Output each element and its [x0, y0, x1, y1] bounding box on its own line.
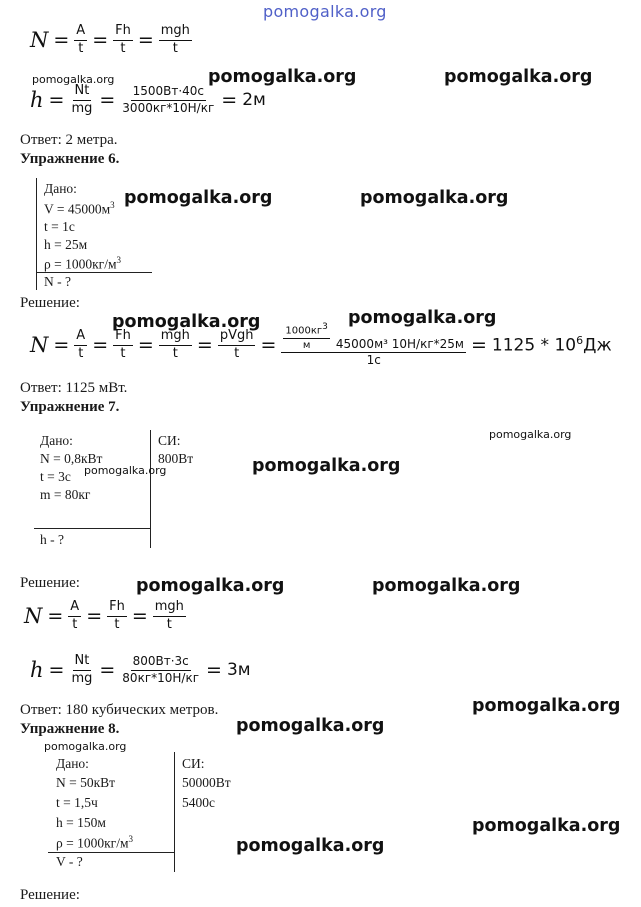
- watermark: pomogalka.org: [348, 308, 497, 328]
- height-formula-2: h = $\frac{Nt}{mg}$ = $\frac{800Вт\cdot 3с}{80кг*10Н/кг}$ = 3м: [30, 653, 251, 686]
- watermark: pomogalka.org: [252, 456, 401, 476]
- watermark: pomogalka.org: [360, 188, 509, 208]
- answer-5: Ответ: 2 метра.: [20, 132, 118, 148]
- given-item: $V = 45000м^3$: [44, 200, 115, 217]
- fraction-numeric: $\frac{1500Вт\cdot 40с}{3000кг*10Н/кг}$: [122, 84, 215, 115]
- given-title: Дано:: [40, 433, 73, 448]
- si-title: СИ:: [182, 756, 205, 771]
- given-item: h = 150м: [56, 815, 106, 830]
- si-title: СИ:: [158, 433, 181, 448]
- watermark-small: pomogalka.org: [44, 740, 127, 753]
- answer-7: Ответ: 180 кубических метров.: [20, 702, 219, 718]
- fraction-a-t: $\frac{A}{t}$: [76, 23, 86, 56]
- fraction-mgh-t: $\frac{\text{mgh}}{t}$: [160, 23, 190, 56]
- si-item: 5400с: [182, 795, 215, 810]
- height-formula-1: h = $\frac{Nt}{mg}$ = $\frac{1500Вт\cdot 40с}{3000кг*10Н/кг}$ = 2м: [30, 83, 266, 116]
- result: 2м: [242, 90, 266, 111]
- watermark: pomogalka.org: [444, 67, 593, 87]
- watermark: pomogalka.org: [112, 312, 261, 332]
- given-item: $\rho = 1000кг/м^3$: [56, 834, 133, 851]
- solution-label: Решение:: [20, 575, 80, 591]
- fraction-fh-t: $\frac{Fh}{t}$: [115, 23, 131, 56]
- given-item: N = 0,8кВт: [40, 451, 103, 466]
- divider: [34, 528, 150, 529]
- solution-label: Решение:: [20, 295, 80, 311]
- given-item: m = 80кг: [40, 487, 91, 502]
- given-item: N = 50кВт: [56, 775, 116, 790]
- result: $1125 * 10^6Дж$: [491, 334, 612, 356]
- fraction-nt-mg: $\frac{Nt}{mg}$: [71, 83, 93, 116]
- si-item: 50000Вт: [182, 775, 231, 790]
- divider: [174, 752, 175, 872]
- given-question: h - ?: [40, 532, 64, 547]
- watermark: pomogalka.org: [236, 836, 385, 856]
- divider: [150, 430, 151, 548]
- watermark-small: pomogalka.org: [32, 73, 115, 86]
- given-item: $\rho = 1000кг/м^3$: [44, 255, 121, 272]
- var-n: N: [30, 28, 49, 53]
- exercise-6-title: Упражнение 6.: [20, 151, 120, 167]
- var-h: h: [30, 88, 44, 113]
- given-title: Дано:: [56, 756, 89, 771]
- watermark: pomogalka.org: [236, 716, 385, 736]
- si-item: 800Вт: [158, 451, 194, 466]
- answer-6: Ответ: 1125 мВт.: [20, 380, 128, 396]
- divider: [48, 852, 174, 853]
- watermark-small: pomogalka.org: [489, 428, 572, 441]
- watermark: pomogalka.org: [372, 576, 521, 596]
- exercise-8-title: Упражнение 8.: [20, 721, 120, 737]
- fraction-numeric: $\frac{1000кг^3}{м}$ 45000м³ 10Н/кг*25м 1с: [281, 322, 466, 368]
- watermark-top: pomogalka.org: [263, 2, 387, 21]
- given-item: t = 1,5ч: [56, 795, 98, 810]
- power-formula-2: N = $\frac{A}{t}$ = $\frac{Fh}{t}$ = $\frac{\text{mgh}}{t}$ = $\frac{\text{pVgh}}{t}$ = $\frac{1000кг^3}{м}$ 45000м³ 10Н/кг*25м 1с = $1125 * 10^6Дж$: [30, 322, 612, 368]
- watermark: pomogalka.org: [124, 188, 273, 208]
- given-item: t = 1с: [44, 219, 75, 234]
- watermark: pomogalka.org: [472, 696, 621, 716]
- result: 3м: [226, 660, 251, 681]
- power-formula-1: N = $\frac{A}{t}$ = $\frac{Fh}{t}$ = $\frac{\text{mgh}}{t}$: [30, 23, 190, 56]
- divider: [36, 178, 37, 290]
- given-item: t = 3с: [40, 469, 71, 484]
- exercise-7-title: Упражнение 7.: [20, 399, 120, 415]
- given-question: V - ?: [56, 854, 83, 869]
- given-question: N - ?: [44, 274, 71, 289]
- watermark: pomogalka.org: [472, 816, 621, 836]
- solution-label: Решение:: [20, 887, 80, 903]
- fraction-numeric: $\frac{800Вт\cdot 3с}{80кг*10Н/кг}$: [122, 654, 200, 685]
- watermark: pomogalka.org: [208, 67, 357, 87]
- given-item: h = 25м: [44, 237, 88, 252]
- power-formula-3: N = $\frac{A}{t}$ = $\frac{Fh}{t}$ = $\frac{\text{mgh}}{t}$: [24, 599, 184, 632]
- watermark: pomogalka.org: [136, 576, 285, 596]
- watermark-small: pomogalka.org: [84, 464, 167, 477]
- divider: [36, 272, 152, 273]
- given-title: Дано:: [44, 181, 77, 196]
